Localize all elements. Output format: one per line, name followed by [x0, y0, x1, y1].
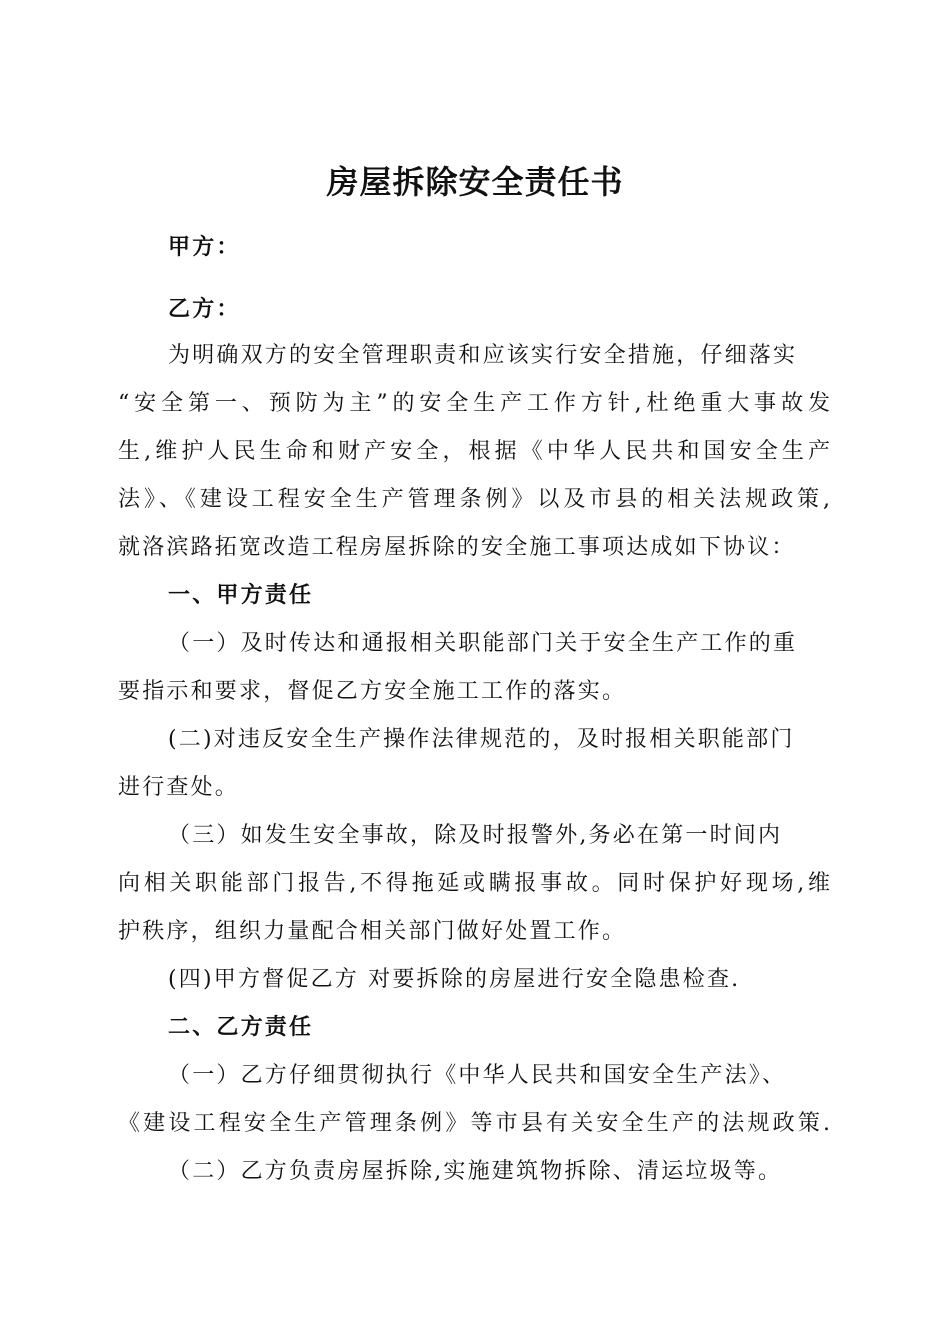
intro-line: 法》、《建设工程安全生产管理条例》以及市县的相关法规政策, [118, 487, 830, 512]
document-title: 房屋拆除安全责任书 [326, 163, 624, 201]
clause-line: 护秩序，组织力量配合相关部门做好处置工作。 [118, 919, 627, 944]
clause-line: (二)对违反安全生产操作法律规范的，及时报相关职能部门 [168, 727, 795, 752]
intro-line: 生,维护人民生命和财产安全，根据《中华人民共和国安全生产 [118, 439, 830, 464]
clause-line: （一）及时传达和通报相关职能部门关于安全生产工作的重 [168, 631, 798, 656]
clause-line: 要指示和要求，督促乙方安全施工工作的落实。 [118, 679, 627, 704]
intro-line: 为明确双方的安全管理职责和应该实行安全措施，仔细落实 [168, 343, 798, 368]
party-a-label: 甲方： [168, 235, 241, 260]
party-b-label: 乙方： [168, 297, 241, 322]
clause-line: （一）乙方仔细贯彻执行《中华人民共和国安全生产法》、 [168, 1063, 787, 1088]
section-heading: 二、乙方责任 [168, 1015, 314, 1040]
clause-line: （二）乙方负责房屋拆除,实施建筑物拆除、清运垃圾等。 [168, 1159, 783, 1184]
intro-line: “安全第一、预防为主”的安全生产工作方针,杜绝重大事故发 [118, 391, 830, 416]
section-heading: 一、甲方责任 [168, 583, 314, 608]
clause-line: (四)甲方督促乙方 对要拆除的房屋进行安全隐患检查. [168, 967, 741, 992]
clause-line: 向相关职能部门报告,不得拖延或瞒报事故。同时保护好现场,维 [118, 871, 830, 896]
clause-line: 进行查处。 [118, 775, 240, 800]
clause-line: 《建设工程安全生产管理条例》等市县有关安全生产的法规政策. [118, 1111, 830, 1136]
intro-line: 就洛滨路拓宽改造工程房屋拆除的安全施工事项达成如下协议： [118, 535, 796, 560]
clause-line: （三）如发生安全事故，除及时报警外,务必在第一时间内 [168, 823, 783, 848]
